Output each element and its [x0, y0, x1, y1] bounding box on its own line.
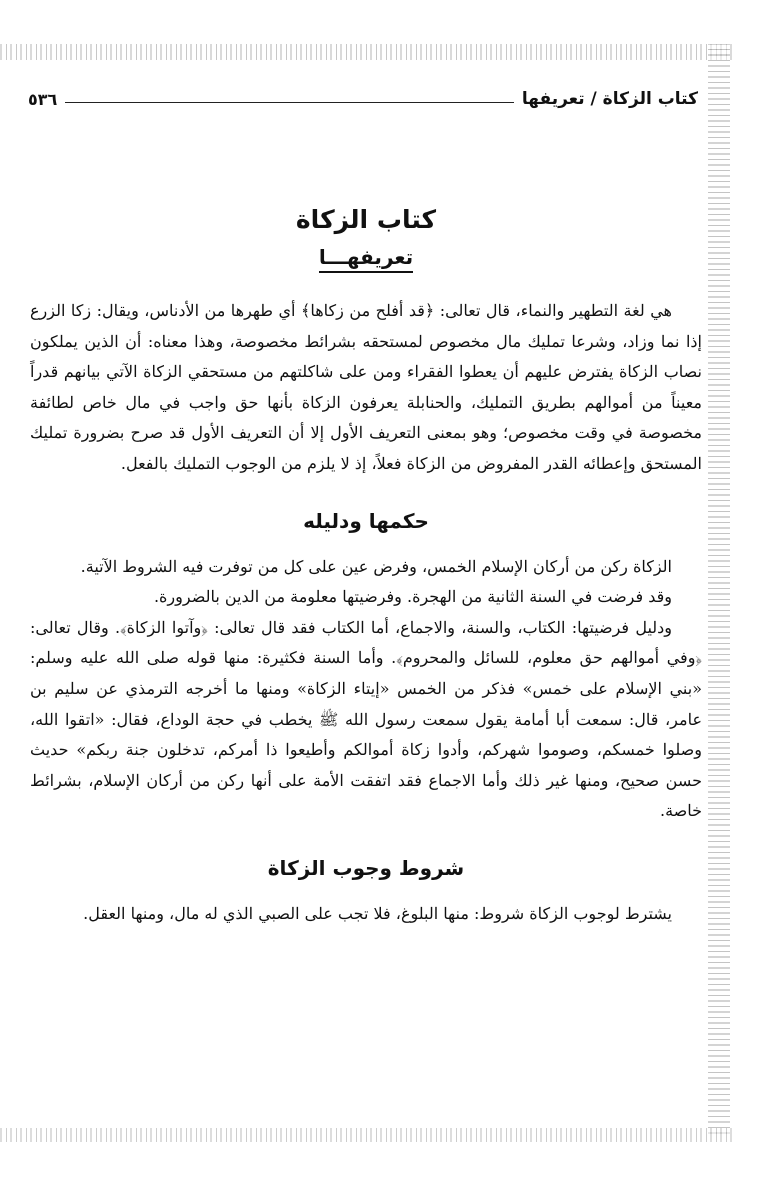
conditions-heading: شروط وجوب الزكاة — [267, 855, 465, 880]
page-body — [30, 200, 702, 930]
bottom-ornament-border — [0, 1128, 735, 1142]
running-title: كتاب الزكاة / تعريفها — [521, 89, 698, 109]
ruling-heading: حكمها ودليله — [303, 508, 429, 533]
spacer — [30, 536, 702, 552]
spacer — [30, 883, 702, 899]
top-ornament-border — [0, 44, 735, 60]
spacer — [30, 480, 702, 506]
conditions-paragraph: يشترط لوجوب الزكاة شروط: منها البلوغ، فلا تجب على الصبي الذي له مال، ومنها العقل. — [83, 903, 672, 923]
running-header — [28, 84, 698, 114]
header-rule — [65, 102, 514, 103]
book-title: كتاب الزكاة — [295, 205, 437, 234]
page-number: ٥٣٦ — [28, 89, 58, 109]
right-ornament-border — [708, 44, 730, 1134]
spacer — [30, 827, 702, 853]
ruling-paragraph-3: ودليل فرضيتها: الكتاب، والسنة، والاجماع، أما الكتاب فقد قال تعالى: ﴿وآتوا الزكاة﴾. وقال تعالى: ﴿وفي أموالهم حق معلوم، للسائل والمحروم﴾. وأما السنة فكثيرة: منها قوله صلى الله عليه وسلم: «بني الإسلام على خمس» فذكر من الخمس «إيتاء الزكاة» ومنها ما أخرجه الترمذي عن سليم بن عامر، قال: سمعت أبا أمامة يقول سمعت رسول الله ﷺ يخطب في حجة الوداع، فقال: «اتقوا الله، وصلوا خمسكم، وصوموا شهركم، وأدوا زكاة أموالكم وأطيعوا ذا أمركم، تدخلون جنة ربكم» حديث حسن صحيح، ومنها غير ذلك وأما الاجماع فقد اتفقت الأمة على أنها ركن من أركان الإسلام، بشرائط خاصة. — [30, 617, 703, 821]
ruling-paragraph-2: وقد فرضت في السنة الثانية من الهجرة. وفرضيتها معلومة من الدين بالضرورة. — [153, 587, 672, 607]
definition-heading-text: تعريفهـــا — [319, 245, 413, 273]
ruling-paragraph-1: الزكاة ركن من أركان الإسلام الخمس، وفرض عين على كل من توفرت فيه الشروط الآتية. — [80, 556, 672, 576]
definition-paragraph: هي لغة التطهير والنماء، قال تعالى: ﴿قد أفلح من زكاها﴾ أي طهرها من الأدناس، ويقال: زكا الزرع إذا نما وزاد، وشرعا تمليك مال مخصوص لمستحقه بشرائط مخصوصة، وهذا معناه: أن الذين يملكون نصاب الزكاة يفترض عليهم أن يعطوا الفقراء ومن على شاكلتهم من مستحقي الزكاة الآتي بيانهم قدراً معيناً من أموالهم بطريق التمليك، والحنابلة يعرفون الزكاة بأنها حق واجب في مال خاص لطائفة مخصوصة في وقت مخصوص؛ وهو بمعنى التعريف الأول إلا أن التعريف الأول قد صرح بضرورة تمليك المستحق وإعطائه القدر المفروض من الزكاة فعلاً، إذ لا يلزم من الوجوب التمليك بالفعل. — [30, 301, 702, 473]
definition-heading — [30, 240, 702, 274]
